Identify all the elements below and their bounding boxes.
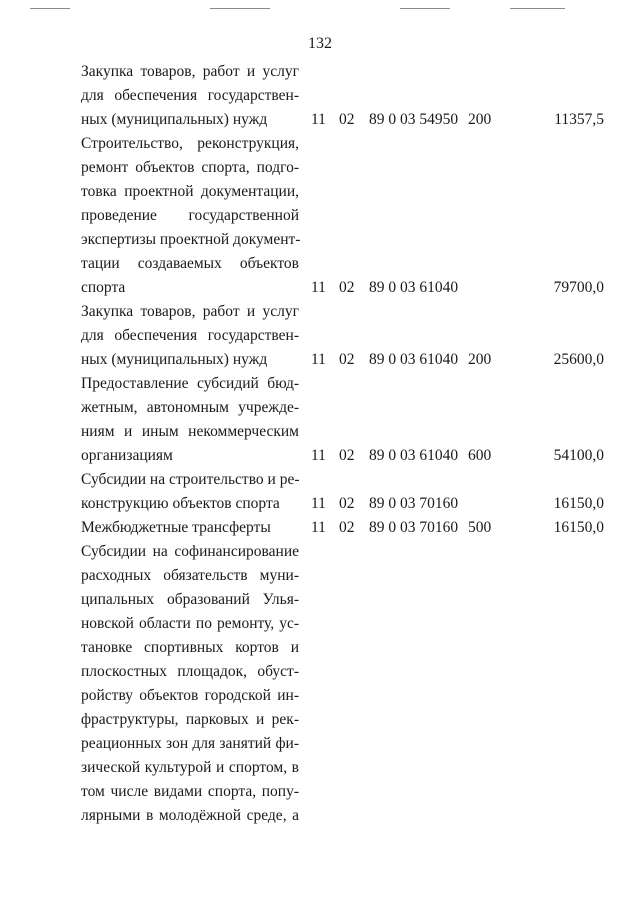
description-line: товка проектной документации,	[81, 183, 299, 200]
row-description	[81, 540, 299, 828]
page-number: 132	[308, 35, 332, 52]
target-code: 89 0 03 61040	[369, 279, 459, 296]
description-line: Субсидии на строительство и ре-	[81, 471, 300, 488]
subsection-code: 02	[339, 111, 355, 128]
target-code: 89 0 03 70160	[369, 519, 459, 536]
description-line: организациям	[81, 447, 173, 464]
description-line: Предоставление субсидий бюд-	[81, 375, 299, 392]
section-code: 11	[311, 519, 326, 536]
target-code: 89 0 03 61040	[369, 447, 459, 464]
row-description	[81, 60, 299, 132]
section-code: 11	[311, 279, 326, 296]
scan-speck	[210, 8, 270, 9]
scan-speck	[510, 8, 565, 9]
amount: 16150,0	[553, 495, 604, 512]
description-line: тановке спортивных кортов и	[81, 639, 299, 656]
section-code: 11	[311, 495, 326, 512]
subsection-code: 02	[339, 351, 355, 368]
row-description	[81, 372, 299, 468]
description-line: Межбюджетные трансферты	[81, 519, 271, 536]
expense-type: 200	[468, 111, 492, 128]
description-line: ных (муниципальных) нужд	[81, 351, 268, 368]
description-line: экспертизы проектной документ-	[81, 231, 301, 248]
description-line: ных (муниципальных) нужд	[81, 111, 268, 128]
description-line: расходных обязательств муни-	[81, 567, 299, 584]
description-line: тации создаваемых объектов	[81, 255, 299, 272]
scan-speck	[400, 8, 450, 9]
description-line: плоскостных площадок, обуст-	[81, 663, 299, 680]
description-line: спорта	[81, 279, 126, 296]
description-line: ципальных образований Улья-	[81, 591, 299, 608]
description-line: Субсидии на софинансирование	[81, 543, 299, 560]
amount: 11357,5	[554, 111, 604, 128]
description-line: лярными в молодёжной среде, а	[81, 807, 299, 824]
description-line: конструкцию объектов спорта	[81, 495, 280, 512]
target-code: 89 0 03 54950	[369, 111, 459, 128]
section-code: 11	[311, 351, 326, 368]
expense-type: 600	[468, 447, 492, 464]
subsection-code: 02	[339, 495, 355, 512]
amount: 16150,0	[553, 519, 604, 536]
subsection-code: 02	[339, 519, 355, 536]
row-description	[81, 468, 299, 516]
description-line: Строительство, реконструкция,	[81, 135, 299, 152]
subsection-code: 02	[339, 279, 355, 296]
expense-type: 500	[468, 519, 492, 536]
row-description	[81, 300, 299, 372]
section-code: 11	[311, 111, 326, 128]
description-line: фраструктуры, парковых и рек-	[81, 711, 299, 728]
amount: 54100,0	[553, 447, 604, 464]
description-line: ремонт объектов спорта, подго-	[81, 159, 299, 176]
description-line: Закупка товаров, работ и услуг	[81, 63, 299, 80]
description-line: новской области по ремонту, ус-	[81, 615, 299, 632]
description-line: для обеспечения государствен-	[81, 87, 299, 104]
target-code: 89 0 03 61040	[369, 351, 459, 368]
expense-type: 200	[468, 351, 492, 368]
description-line: зической культурой и спортом, в	[81, 759, 299, 776]
description-line: жетным, автономным учрежде-	[81, 399, 299, 416]
description-line: том числе видами спорта, попу-	[81, 783, 299, 800]
description-line: проведение государственной	[81, 207, 299, 224]
amount: 25600,0	[553, 351, 604, 368]
subsection-code: 02	[339, 447, 355, 464]
section-code: 11	[311, 447, 326, 464]
description-line: Закупка товаров, работ и услуг	[81, 303, 299, 320]
description-line: реационных зон для занятий фи-	[81, 735, 299, 752]
description-line: для обеспечения государствен-	[81, 327, 299, 344]
scan-speck	[30, 8, 70, 9]
row-description	[81, 516, 299, 540]
amount: 79700,0	[553, 279, 604, 296]
row-description	[81, 132, 299, 300]
description-line: ниям и иным некоммерческим	[81, 423, 299, 440]
description-line: ройству объектов городской ин-	[81, 687, 299, 704]
target-code: 89 0 03 70160	[369, 495, 459, 512]
